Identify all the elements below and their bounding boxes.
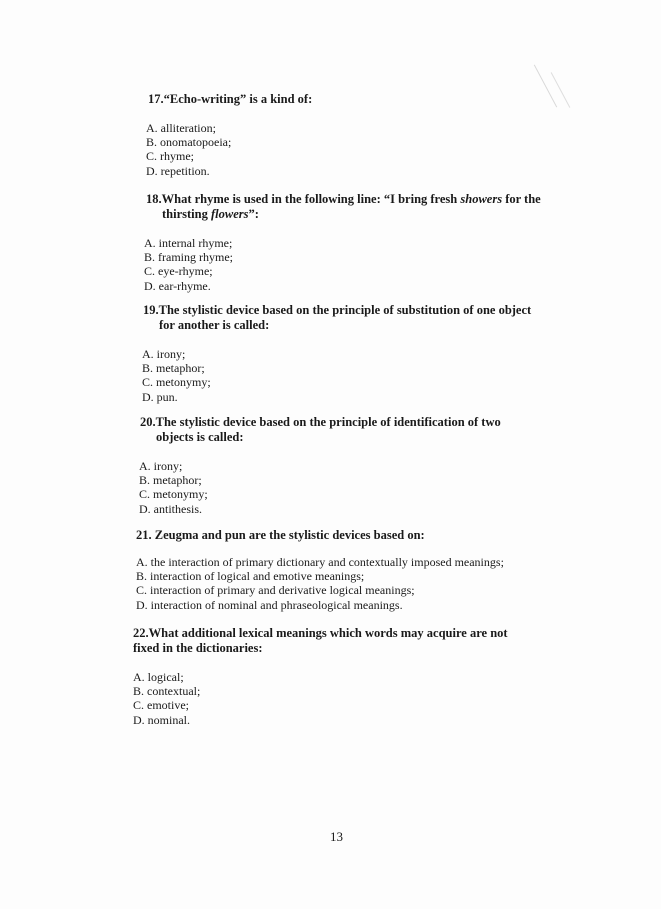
question-title: 17.“Echo-writing” is a kind of: xyxy=(148,92,313,106)
option-d: D. interaction of nominal and phraseological meanings. xyxy=(136,597,403,612)
option-b: B. onomatopoeia; xyxy=(146,135,232,150)
question-title: 19.The stylistic device based on the principle of substitution of one object for another is called: xyxy=(143,303,532,332)
question-17 xyxy=(148,92,608,178)
option-b: B. metaphor; xyxy=(139,473,202,488)
option-d: D. antithesis. xyxy=(139,501,202,516)
option-a: A. internal rhyme; xyxy=(144,236,233,250)
option-b: B. metaphor; xyxy=(142,361,205,376)
option-b: B. interaction of logical and emotive meanings; xyxy=(136,569,365,584)
question-19 xyxy=(143,303,553,404)
option-c: C. metonymy; xyxy=(139,487,208,502)
question-21 xyxy=(136,528,536,612)
option-c: C. rhyme; xyxy=(146,149,194,164)
question-22 xyxy=(133,626,533,727)
option-a: A. logical; xyxy=(133,670,184,684)
question-title: 21. Zeugma and pun are the stylistic devices based on: xyxy=(136,528,425,542)
option-a: A. the interaction of primary dictionary and contextually imposed meanings; xyxy=(136,555,504,569)
option-d: D. pun. xyxy=(142,389,178,404)
option-d: D. repetition. xyxy=(146,163,210,178)
option-c: C. interaction of primary and derivative logical meanings; xyxy=(136,583,415,598)
option-a: A. irony; xyxy=(139,459,183,473)
option-b: B. contextual; xyxy=(133,684,201,699)
question-title: 22.What additional lexical meanings which words may acquire are not fixed in the dictionaries: xyxy=(133,626,508,655)
question-title: 20.The stylistic device based on the principle of identification of two objects is called: xyxy=(140,415,501,444)
option-a: A. irony; xyxy=(142,347,186,361)
option-c: C. metonymy; xyxy=(142,375,211,390)
option-d: D. nominal. xyxy=(133,712,190,727)
option-a: A. alliteration; xyxy=(146,121,216,135)
option-d: D. ear-rhyme. xyxy=(144,278,211,293)
question-20 xyxy=(140,415,520,516)
question-title: 18.What rhyme is used in the following line: “I bring fresh showers for the thirsting flowers”: xyxy=(146,192,541,221)
option-b: B. framing rhyme; xyxy=(144,250,233,265)
page-number: 13 xyxy=(330,829,343,844)
option-c: C. emotive; xyxy=(133,698,189,713)
question-18 xyxy=(146,192,556,293)
option-c: C. eye-rhyme; xyxy=(144,264,213,279)
